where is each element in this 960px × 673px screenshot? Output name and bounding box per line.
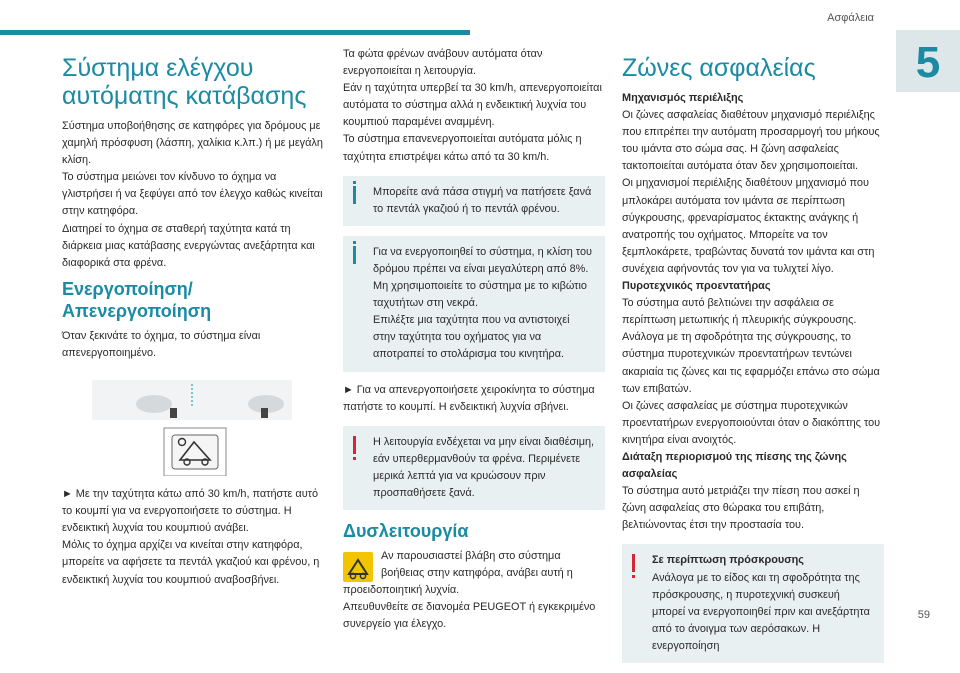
- warning-note-impact: Σε περίπτωση πρόσκρουσης Ανάλογα με το είδος και τη σφοδρότητα της πρόσκρουσης, η πυροτεχνική συσκευή μπορεί να ενεργοποιηθεί πριν και ανεξάρτητα από το άνοιγμα των αερόσακων. Η ενεργοποίηση: [622, 544, 884, 663]
- retractor-paragraph-1: Οι ζώνες ασφαλείας διαθέτουν μηχανισμό περιέλιξης που επιτρέπει την αυτόματη προσαρμογή του μήκους του ιμάντα στο σώμα σας. Η ζώνη ασφαλείας τακτοποιείται αυτόματα όταν δεν χρησιμοποιείται.: [622, 109, 880, 173]
- malfunction-paragraph-2: Απευθυνθείτε σε διανομέα PEUGEOT ή εγκεκριμένο συνεργείο για έλεγχο.: [343, 601, 596, 631]
- reactivation-paragraph: Το σύστημα επανενεργοποιείται αυτόματα μόλις η ταχύτητα επιστρέψει κάτω από τα 30 km/h.: [343, 133, 582, 163]
- activation-paragraph: Όταν ξεκινάτε το όχημα, το σύστημα είναι απενεργοποιημένο.: [62, 329, 261, 359]
- warning-icon: [632, 554, 635, 572]
- malfunction-paragraph-1: Αν παρουσιαστεί βλάβη στο σύστημα βοήθειας στην κατηφόρα, ανάβει αυτή η προειδοποιητική λυχνία.: [343, 550, 573, 597]
- hdc-title: Σύστημα ελέγχου αυτόματης κατάβασης: [62, 54, 307, 110]
- malfunction-heading: Δυσλειτουργία: [343, 521, 469, 542]
- info-note-conditions: Για να ενεργοποιηθεί το σύστημα, η κλίση του δρόμου πρέπει να είναι μεγαλύτερη από 8%. Μη χρησιμοποιείτε το σύστημα με το κιβώτιο ταχυτήτων στη νεκρά. Επιλέξτε μια ταχύτητα που να αντιστοιχεί στην ταχύτητα του οχήματος για να αποτραπεί το στολάρισμα του κινητήρα.: [343, 236, 605, 372]
- brake-lights-paragraph: Τα φώτα φρένων ανάβουν αυτόματα όταν ενεργοποιείται η λειτουργία.: [343, 48, 543, 78]
- speed-limit-paragraph: Εάν η ταχύτητα υπερβεί τα 30 km/h, απενεργοποιείται αυτόματα το σύστημα αλλά η ενδεικτική λυχνία του κουμπιού παραμένει αναμμένη.: [343, 82, 602, 129]
- pretensioner-paragraph-2: Οι ζώνες ασφαλείας με σύστημα πυροτεχνικών προεντατήρων ενεργοποιούνται όταν ο διακόπτης του κινητήρα είναι ανοιχτός.: [622, 399, 881, 446]
- hdc-paragraph-1: Σύστημα υποβοήθησης σε κατηφόρες για δρόμους με χαμηλή πρόσφυση (λάσπη, χαλίκια κ.λπ.) ή με μεγάλη κλίση.: [62, 120, 323, 167]
- info-icon: [353, 246, 356, 264]
- section-title: Ασφάλεια: [827, 12, 874, 24]
- column-3: [622, 46, 884, 673]
- hdc-activate-step: ► Με την ταχύτητα κάτω από 30 km/h, πατήστε αυτό το κουμπί για να ενεργοποιήσετε το σύστημα. Η ενδεικτική λυχνία του κουμπιού ανάβει.: [62, 488, 319, 535]
- info-note-pedals: Μπορείτε ανά πάσα στιγμή να πατήσετε ξανά το πεντάλ γκαζιού ή το πεντάλ φρένου.: [343, 176, 605, 226]
- hdc-paragraph-2: Το σύστημα μειώνει τον κίνδυνο το όχημα να γλιστρήσει ή να ξεφύγει από τον έλεγχο καθώς κινείται στην κατηφόρα.: [62, 171, 323, 218]
- hdc-deactivate-step: ► Για να απενεργοποιήσετε χειροκίνητα το σύστημα πατήστε το κουμπί. Η ενδεικτική λυχνία σβήνει.: [343, 383, 595, 413]
- hdc-paragraph-3: Διατηρεί το όχημα σε σταθερή ταχύτητα κατά τη διάρκεια μιας κατάβασης ενεργώντας ανεξάρτητα και διαφορικά στα φρένα.: [62, 222, 315, 269]
- column-1: [62, 46, 324, 589]
- retractor-heading: Μηχανισμός περιέλιξης: [622, 92, 744, 104]
- pretensioner-heading: Πυροτεχνικός προεντατήρας: [622, 280, 771, 293]
- force-limiter-heading: Διάταξη περιορισμού της πίεσης της ζώνης ασφαλείας: [622, 450, 847, 481]
- hdc-release-paragraph: Μόλις το όχημα αρχίζει να κινείται στην κατηφόρα, μπορείτε να αφήσετε τα πεντάλ γκαζιού και φρένου, η ενδεικτική λυχνία του κουμπιού αναβοσβήνει.: [62, 539, 320, 586]
- steering-wheel-icon: [62, 380, 324, 476]
- warning-lamp-icon: [343, 552, 373, 582]
- page-number: 59: [917, 609, 930, 621]
- pretensioner-paragraph-1: Το σύστημα αυτό βελτιώνει την ασφάλεια σε περίπτωση μετωπικής ή πλευρικής σύγκρουσης. Ανάλογα με τη σφοδρότητα της σύγκρουσης, το σύστημα πυροτεχνικών προεντατήρων τεντώνει ακαριαία τις ζώνες και τις εφαρμόζει επάνω στο σώμα των επιβατών.: [622, 297, 880, 395]
- hdc-button-illustration: [62, 380, 324, 476]
- info-icon: [353, 186, 356, 204]
- chapter-tab: [896, 30, 960, 92]
- warning-icon: [353, 436, 356, 454]
- header-accent-bar: [0, 30, 470, 35]
- retractor-paragraph-2: Οι μηχανισμοί περιέλιξης διαθέτουν μηχανισμό που μπλοκάρει αυτόματα τον ιμάντα σε περίπτωση σύγκρουσης, φρεναρίσματος έκτακτης ανάγκης ή ανατροπής του οχήματος. Μπορείτε να τον ξεμπλοκάρετε, τραβώντας δυνατά τον ιμάντα και στη συνέχεια αφήνοντάς τον για να τυλιχτεί λίγο.: [622, 177, 875, 275]
- column-2: [343, 46, 605, 634]
- warning-note-brakes: Η λειτουργία ενδέχεται να μην είναι διαθέσιμη, εάν υπερθερμανθούν τα φρένα. Περιμένετε μερικά λεπτά για να κρυώσουν πριν προσπαθήσετε ξανά.: [343, 426, 605, 510]
- activation-heading: Ενεργοποίηση/ Απενεργοποίηση: [62, 278, 212, 321]
- chapter-number: 5: [915, 38, 941, 87]
- force-limiter-paragraph: Το σύστημα αυτό μετριάζει την πίεση που ασκεί η ζώνη ασφαλείας στο θώρακα του επιβάτη, βελτιώνοντας έτσι την προστασία του.: [622, 485, 860, 532]
- seatbelts-title: Ζώνες ασφαλείας: [622, 54, 816, 82]
